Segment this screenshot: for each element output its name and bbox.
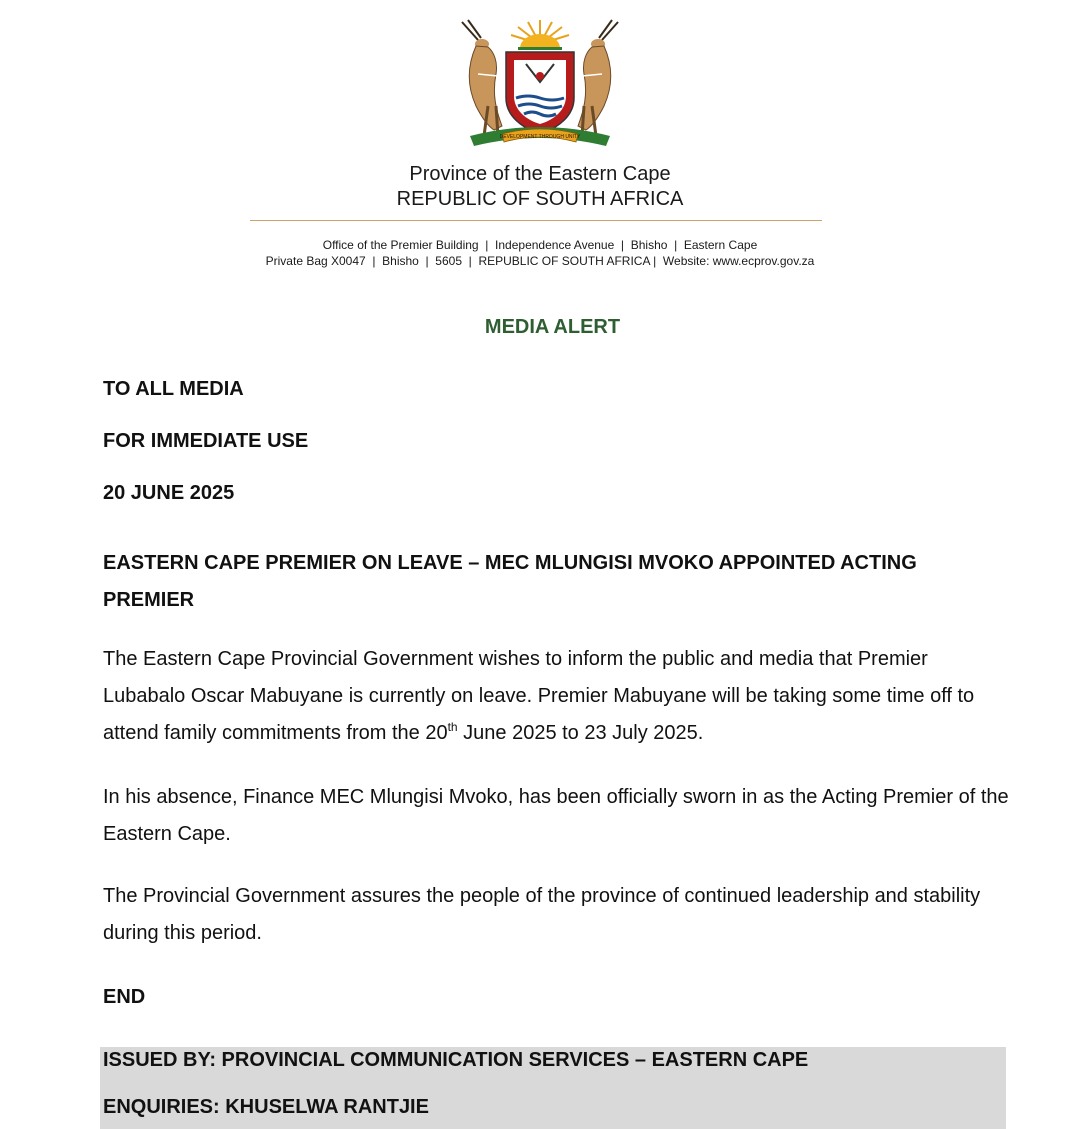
country-name: REPUBLIC OF SOUTH AFRICA (396, 188, 684, 210)
svg-text:DEVELOPMENT THROUGH UNITY: DEVELOPMENT THROUGH UNITY (499, 134, 581, 140)
left-antelope-icon (462, 20, 502, 136)
coat-of-arms-logo (448, 14, 632, 154)
right-antelope-icon (578, 20, 618, 136)
paragraph-1-text-end: June 2025 to 23 July 2025. (457, 722, 704, 744)
paragraph-3: The Provincial Government assures the people of the province of continued leadership and stability during this period. (103, 885, 981, 944)
end-marker: END (103, 986, 146, 1008)
address-line-2: Private Bag X0047 | Bhisho | 5605 | REPUBLIC OF SOUTH AFRICA | Website: www.ecprov.gov.za (265, 254, 815, 268)
address-line-1: Office of the Premier Building | Independence Avenue | Bhisho | Eastern Cape (322, 238, 758, 252)
paragraph-1 (103, 641, 1013, 752)
province-name: Province of the Eastern Cape (409, 163, 671, 185)
enquiries-line: ENQUIRIES: KHUSELWA RANTJIE (103, 1096, 429, 1118)
ordinal-suffix: th (447, 720, 458, 734)
audience-line: TO ALL MEDIA (103, 378, 244, 400)
date-line: 20 JUNE 2025 (103, 482, 235, 504)
letterhead-divider (250, 220, 822, 221)
issued-by-line: ISSUED BY: PROVINCIAL COMMUNICATION SERVICES – EASTERN CAPE (103, 1049, 809, 1071)
usage-line: FOR IMMEDIATE USE (103, 430, 309, 452)
paragraph-2: In his absence, Finance MEC Mlungisi Mvoko, has been officially sworn in as the Acting Premier of the Eastern Cape. (103, 786, 1009, 845)
shield-icon (506, 52, 574, 134)
motto-ribbon (470, 127, 610, 146)
headline: EASTERN CAPE PREMIER ON LEAVE – MEC MLUNGISI MVOKO APPOINTED ACTING PREMIER (103, 552, 917, 611)
sun-icon (511, 20, 569, 50)
paragraph-1-text: The Eastern Cape Provincial Government wishes to inform the public and media that Premier Lubabalo Oscar Mabuyane is currently on leave. Premier Mabuyane will be taking some time off to attend family commitments from the 20 (103, 648, 975, 744)
media-alert-title: MEDIA ALERT (484, 316, 621, 338)
